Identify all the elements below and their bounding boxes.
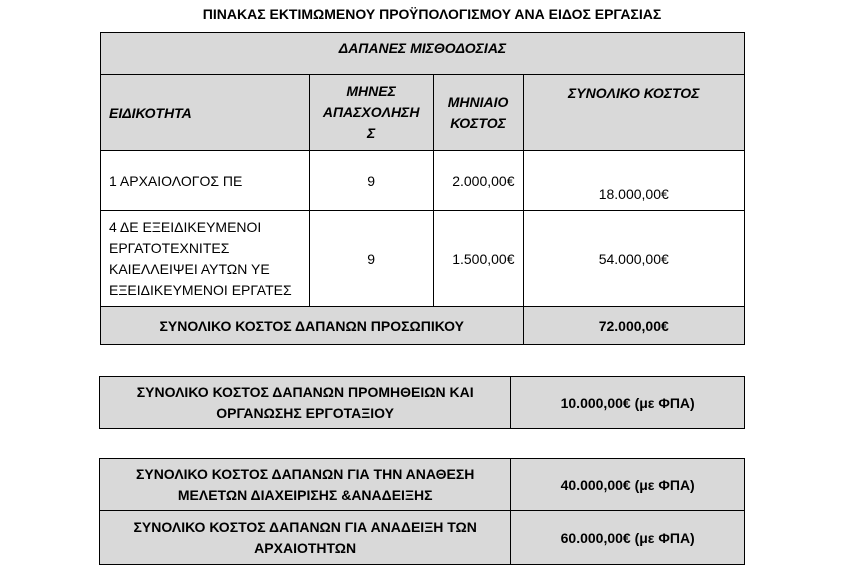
showcase-value: 60.000,00€ (με ΦΠΑ) [511, 511, 745, 565]
header-months-line1: ΜΗΝΕΣ [346, 83, 396, 99]
header-months-line3: Σ [367, 125, 376, 141]
header-months-line2: ΑΠΑΣΧΟΛΗΣΗ [322, 104, 420, 120]
studies-label [100, 459, 511, 511]
header-months [309, 75, 433, 151]
header-monthly-cost [433, 75, 523, 151]
header-monthly-line1: ΜΗΝΙΑΙΟ [447, 93, 509, 110]
row-total-cost: 54.000,00€ [523, 211, 744, 307]
row-total-cost-text: 18.000,00€ [598, 186, 669, 202]
supplies-label [100, 377, 511, 429]
row-specialty-line: 1 ΑΡΧΑΙΟΛΟΓΟΣ ΠΕ [109, 172, 243, 189]
header-monthly-line2: ΚΟΣΤΟΣ [450, 114, 506, 131]
row-specialty-line: ΕΡΓΑΤΟΤΕΧΝΙΤΕΣ [109, 239, 230, 256]
header-total-cost [523, 75, 744, 151]
document-title: ΠΙΝΑΚΑΣ ΕΚΤΙΜΩΜΕΝΟΥ ΠΡΟΫΠΟΛΟΓΙΣΜΟΥ ΑΝΑ ΕΙΔΟΣ ΕΡΓΑΣΙΑΣ [202, 6, 662, 22]
supplies-label-line2: ΟΡΓΑΝΩΣΗΣ ΕΡΓΟΤΑΞΙΟΥ [216, 404, 395, 421]
row-monthly-cost: 1.500,00€ [433, 211, 523, 307]
payroll-total-value: 72.000,00€ [523, 307, 744, 345]
payroll-table [100, 32, 745, 345]
studies-table [99, 458, 745, 565]
payroll-section-title [101, 33, 745, 75]
row-specialty-line: 4 ΔΕ ΕΞΕΙΔΙΚΕΥΜΕΝΟΙ [109, 218, 262, 235]
row-months: 9 [309, 151, 433, 211]
header-specialty: ΕΙΔΙΚΟΤΗΤΑ [101, 75, 310, 151]
row-total-cost [523, 151, 744, 211]
header-total-cost-text: ΣΥΝΟΛΙΚΟ ΚΟΣΤΟΣ [568, 85, 700, 101]
supplies-value: 10.000,00€ (με ΦΠΑ) [511, 377, 745, 429]
showcase-label [100, 511, 511, 565]
showcase-label-line1: ΣΥΝΟΛΙΚΟ ΚΟΣΤΟΣ ΔΑΠΑΝΩΝ ΓΙΑ ΑΝΑΔΕΙΞΗ ΤΩΝ [133, 518, 477, 535]
supplies-table [99, 376, 745, 429]
studies-label-line1: ΣΥΝΟΛΙΚΟ ΚΟΣΤΟΣ ΔΑΠΑΝΩΝ ΓΙΑ ΤΗΝ ΑΝΑΘΕΣΗ [135, 465, 475, 482]
row-specialty [101, 211, 310, 307]
payroll-total-label: ΣΥΝΟΛΙΚΟ ΚΟΣΤΟΣ ΔΑΠΑΝΩΝ ΠΡΟΣΩΠΙΚΟΥ [101, 307, 524, 345]
row-specialty [101, 151, 310, 211]
row-specialty-line: ΚΑΙΕΛΛΕΙΨΕΙ ΑΥΤΩΝ ΥΕ [109, 260, 270, 277]
table-row [101, 151, 745, 211]
row-months: 9 [309, 211, 433, 307]
payroll-section-title-text: ΔΑΠΑΝΕΣ ΜΙΣΘΟΔΟΣΙΑΣ [338, 40, 507, 56]
studies-value: 40.000,00€ (με ΦΠΑ) [511, 459, 745, 511]
row-monthly-cost: 2.000,00€ [433, 151, 523, 211]
studies-label-line2: ΜΕΛΕΤΩΝ ΔΙΑΧΕΙΡΙΣΗΣ &ΑΝΑΔΕΙΞΗΣ [177, 486, 433, 503]
row-specialty-line: ΕΞΕΙΔΙΚΕΥΜΕΝΟΙ ΕΡΓΑΤΕΣ [109, 281, 292, 298]
showcase-label-line2: ΑΡΧΑΙΟΤΗΤΩΝ [254, 539, 357, 556]
table-row [101, 211, 745, 307]
supplies-label-line1: ΣΥΝΟΛΙΚΟ ΚΟΣΤΟΣ ΔΑΠΑΝΩΝ ΠΡΟΜΗΘΕΙΩΝ ΚΑΙ [136, 383, 474, 400]
